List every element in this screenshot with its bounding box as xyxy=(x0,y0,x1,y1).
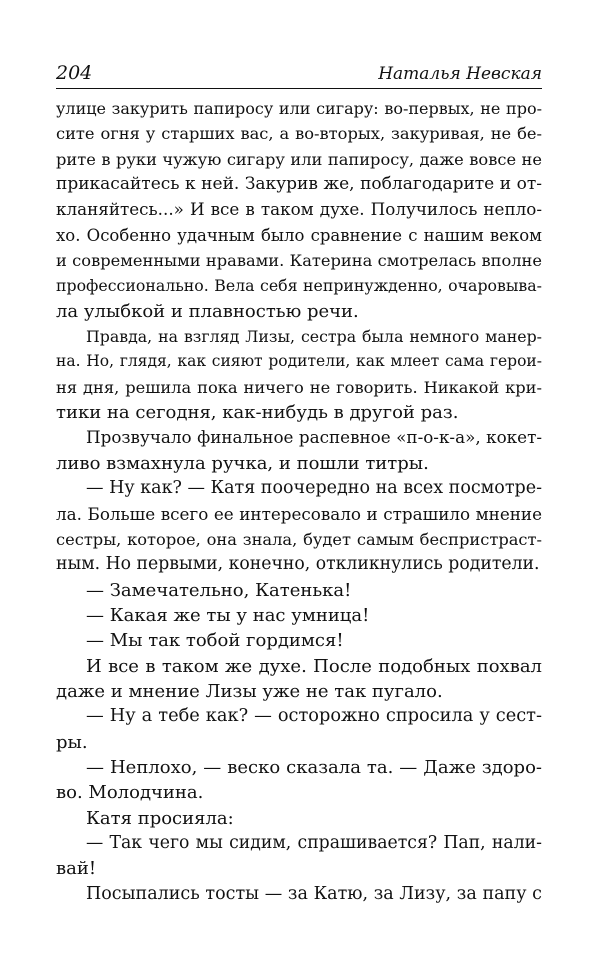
body-text xyxy=(56,96,542,907)
running-title: Наталья Невская xyxy=(378,64,542,84)
text-line: даже и мнение Лизы уже не так пугало. xyxy=(56,680,443,702)
text-line: Правда, на взгляд Лизы, сестра была немного манер- xyxy=(86,327,542,347)
page-header xyxy=(56,60,542,86)
text-line: ла улыбкой и плавностью речи. xyxy=(56,300,359,322)
header-rule xyxy=(56,88,542,89)
text-line: профессионально. Вела себя непринужденно, очаровыва- xyxy=(56,276,542,296)
text-line: Посыпались тосты — за Катю, за Лизу, за папу с xyxy=(86,883,542,904)
text-line: — Мы так тобой гордимся! xyxy=(86,630,344,652)
text-line: ня дня, решила пока ничего не говорить. Никакой кри- xyxy=(56,377,542,397)
text-line: ры. xyxy=(56,731,88,753)
text-line: ливо взмахнула ручка, и пошли титры. xyxy=(56,452,429,474)
text-line: сите огня у старших вас, а во-вторых, закуривая, не бе- xyxy=(56,124,542,144)
text-line: Катя просияла: xyxy=(86,807,234,829)
text-line: кланяйтесь...» И все в таком духе. Получилось непло- xyxy=(56,199,542,220)
text-line: на. Но, глядя, как сияют родители, как млеет сама герои- xyxy=(56,352,542,371)
text-line: Прозвучало финальное распевное «п-о-к-а», кокет- xyxy=(86,427,542,448)
text-line: сестры, которое, она знала, будет самым беспристраст- xyxy=(56,529,542,549)
text-line: рите в руки чужую сигару или папиросу, даже вовсе не xyxy=(56,149,542,169)
page-number: 204 xyxy=(56,62,93,84)
text-line: — Так чего мы сидим, спрашивается? Пап, нали- xyxy=(86,832,542,853)
text-line: и современными нравами. Катерина смотрелась вполне xyxy=(56,251,542,271)
text-line: — Какая же ты у нас умница! xyxy=(86,604,370,626)
text-line: ным. Но первыми, конечно, откликнулись родители. xyxy=(56,554,540,575)
text-line: — Ну а тебе как? — осторожно спросила у сест- xyxy=(86,706,542,727)
text-line: улице закурить папиросу или сигару: во-первых, не про- xyxy=(56,99,542,118)
text-line: И все в таком же духе. После подобных похвал xyxy=(86,655,542,677)
text-line: — Ну как? — Катя поочередно на всех посмотре- xyxy=(86,478,542,499)
text-line: ла. Больше всего ее интересовало и страшило мнение xyxy=(56,503,542,524)
text-line: прикасайтесь к ней. Закурив же, поблагодарите и от- xyxy=(56,174,542,195)
text-line: — Неплохо, — веско сказала та. — Даже здоро- xyxy=(86,756,542,778)
text-line: хо. Особенно удачным было сравнение с нашим веком xyxy=(56,225,542,245)
text-line: тики на сегодня, как-нибудь в другой раз. xyxy=(56,402,459,424)
text-line: во. Молодчина. xyxy=(56,782,204,804)
text-line: — Замечательно, Катенька! xyxy=(86,579,352,601)
book-page xyxy=(56,60,542,904)
text-line: вай! xyxy=(56,858,97,880)
